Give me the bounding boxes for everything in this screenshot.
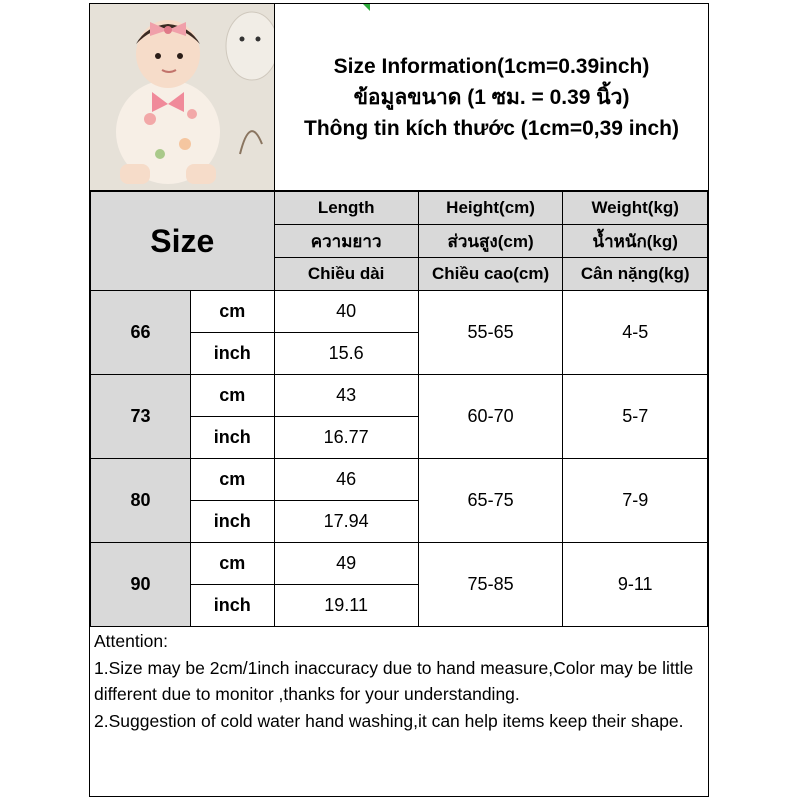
column-header-height-vi: Chiều cao(cm) <box>418 258 563 291</box>
column-header-weight-vi: Cân nặng(kg) <box>563 258 708 291</box>
length-cm-value: 43 <box>274 375 418 417</box>
size-value: 73 <box>91 375 191 459</box>
size-table <box>90 191 708 627</box>
length-cm-value: 46 <box>274 459 418 501</box>
size-header: Size <box>91 192 275 291</box>
length-inch-value: 15.6 <box>274 333 418 375</box>
table-row <box>91 459 708 501</box>
weight-value: 9-11 <box>563 543 708 627</box>
unit-label-inch: inch <box>191 501 274 543</box>
title-vietnamese: Thông tin kích thước (1cm=0,39 inch) <box>304 116 679 140</box>
length-cm-value: 40 <box>274 291 418 333</box>
attention-note-2: 2.Suggestion of cold water hand washing,it can help items keep their shape. <box>94 710 684 731</box>
height-value: 65-75 <box>418 459 563 543</box>
title-english: Size Information(1cm=0.39inch) <box>333 54 650 78</box>
table-row <box>91 375 708 417</box>
title-thai: ข้อมูลขนาด (1 ซม. = 0.39 นิ้ว) <box>353 85 630 109</box>
length-inch-value: 17.94 <box>274 501 418 543</box>
column-header-height-en: Height(cm) <box>418 192 563 225</box>
attention-note-1: 1.Size may be 2cm/1inch inaccuracy due to hand measure,Color may be little different due to monitor ,thanks for your understanding. <box>94 657 694 704</box>
height-value: 75-85 <box>418 543 563 627</box>
column-header-length-en: Length <box>274 192 418 225</box>
unit-label-inch: inch <box>191 417 274 459</box>
weight-value: 5-7 <box>563 375 708 459</box>
unit-label-cm: cm <box>191 543 274 585</box>
product-photo <box>90 4 275 191</box>
attention-heading: Attention: <box>94 631 168 651</box>
weight-value: 7-9 <box>563 459 708 543</box>
unit-label-inch: inch <box>191 585 274 627</box>
column-header-weight-en: Weight(kg) <box>563 192 708 225</box>
unit-label-inch: inch <box>191 333 274 375</box>
column-header-height-th: ส่วนสูง(cm) <box>418 225 563 258</box>
title-block <box>275 4 708 191</box>
column-header-length-th: ความยาว <box>274 225 418 258</box>
size-value: 66 <box>91 291 191 375</box>
attention-notes <box>94 628 706 734</box>
column-header-length-vi: Chiều dài <box>274 258 418 291</box>
size-value: 80 <box>91 459 191 543</box>
table-row <box>91 291 708 333</box>
size-chart-sheet <box>89 3 709 797</box>
size-value: 90 <box>91 543 191 627</box>
length-inch-value: 19.11 <box>274 585 418 627</box>
unit-label-cm: cm <box>191 291 274 333</box>
weight-value: 4-5 <box>563 291 708 375</box>
baby-photo-illustration <box>90 4 274 190</box>
unit-label-cm: cm <box>191 375 274 417</box>
table-row <box>91 543 708 585</box>
length-inch-value: 16.77 <box>274 417 418 459</box>
height-value: 55-65 <box>418 291 563 375</box>
unit-label-cm: cm <box>191 459 274 501</box>
length-cm-value: 49 <box>274 543 418 585</box>
height-value: 60-70 <box>418 375 563 459</box>
column-header-weight-th: น้ำหนัก(kg) <box>563 225 708 258</box>
